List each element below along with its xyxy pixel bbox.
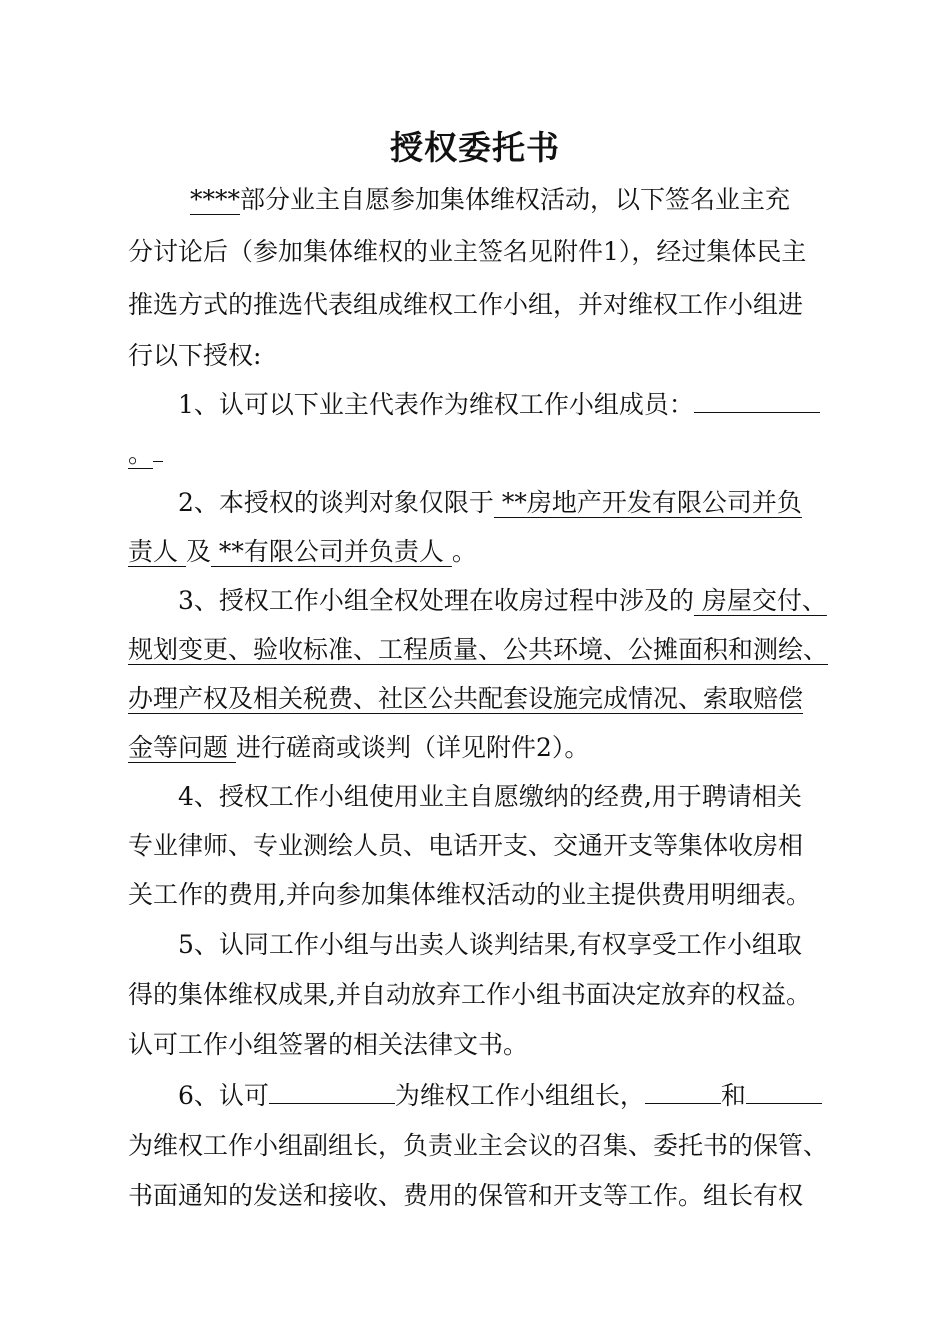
item-1-end: 。 (128, 439, 154, 468)
negotiation-party-1-cont: 责人 (128, 537, 186, 566)
scope-3: 办理产权及相关税费、社区公共配套设施完成情况、索取赔偿 (128, 684, 804, 713)
item-2-end: 。 (451, 537, 477, 566)
member-blank-tail (153, 439, 163, 462)
intro-line-3: 推选方式的推选代表组成维权工作小组，并对维权工作小组进 (128, 290, 804, 319)
item-5-line-2: 得的集体维权成果,并自动放弃工作小组书面决定放弃的权益。 (128, 980, 811, 1009)
leader-blank (269, 1081, 395, 1104)
item-6-line-3: 书面通知的发送和接收、费用的保管和开支等工作。组长有权 (128, 1181, 804, 1210)
intro-line-2: 分讨论后（参加集体维权的业主签名见附件1），经过集体民主 (128, 237, 807, 266)
scope-1: 房屋交付、 (693, 586, 827, 615)
intro-line-4: 行以下授权: (128, 341, 262, 370)
item-6-mid: 为维权工作小组组长， (394, 1081, 645, 1110)
item-6-line-2: 为维权工作小组副组长，负责业主会议的召集、委托书的保管、 (128, 1131, 829, 1160)
scope-4: 金等问题 (128, 733, 236, 762)
item-6-prefix: 6、认可 (178, 1081, 269, 1110)
item-1-text: 1、认可以下业主代表作为维权工作小组成员： (178, 390, 694, 419)
item-2-prefix: 2、本授权的谈判对象仅限于 (178, 488, 494, 517)
item-3-line-4 (128, 732, 589, 764)
item-2-line-2 (128, 536, 477, 568)
deputy-blank-1 (645, 1081, 721, 1104)
item-3-line-2 (128, 634, 828, 666)
item-3-suffix: 进行磋商或谈判（详见附件2）。 (235, 733, 590, 762)
item-2-line-1 (178, 487, 802, 519)
negotiation-party-1: **房地产开发有限公司并负 (493, 488, 802, 517)
intro-text-1: 部分业主自愿参加集体维权活动，以下签名业主充 (240, 185, 791, 214)
item-3-line-1 (178, 585, 827, 617)
item-5-line-1: 5、认同工作小组与出卖人谈判结果,有权享受工作小组取 (178, 930, 802, 959)
item-5-line-3: 认可工作小组签署的相关法律文书。 (128, 1030, 529, 1059)
item-1-line-2 (128, 438, 163, 470)
member-blank (694, 390, 820, 413)
intro-placeholder: **** (190, 185, 240, 214)
negotiation-party-2: **有限公司并负责人 (210, 537, 452, 566)
item-4-line-1: 4、授权工作小组使用业主自愿缴纳的经费,用于聘请相关 (178, 782, 802, 811)
item-1-line-1 (178, 389, 820, 421)
item-3-line-3 (128, 683, 803, 715)
document-title: 授权委托书 (390, 128, 560, 167)
item-4-line-3: 关工作的费用,并向参加集体维权活动的业主提供费用明细表。 (128, 880, 811, 909)
deputy-blank-2 (746, 1081, 822, 1104)
item-6-line-1 (178, 1080, 822, 1112)
item-4-line-2: 专业律师、专业测绘人员、电话开支、交通开支等集体收房相 (128, 831, 804, 860)
item-2-and: 及 (185, 537, 211, 566)
item-6-and: 和 (720, 1081, 746, 1110)
scope-2: 规划变更、验收标准、工程质量、公共环境、公摊面积和测绘、 (128, 635, 829, 664)
intro-line-1 (190, 184, 790, 216)
item-3-prefix: 3、授权工作小组全权处理在收房过程中涉及的 (178, 586, 694, 615)
